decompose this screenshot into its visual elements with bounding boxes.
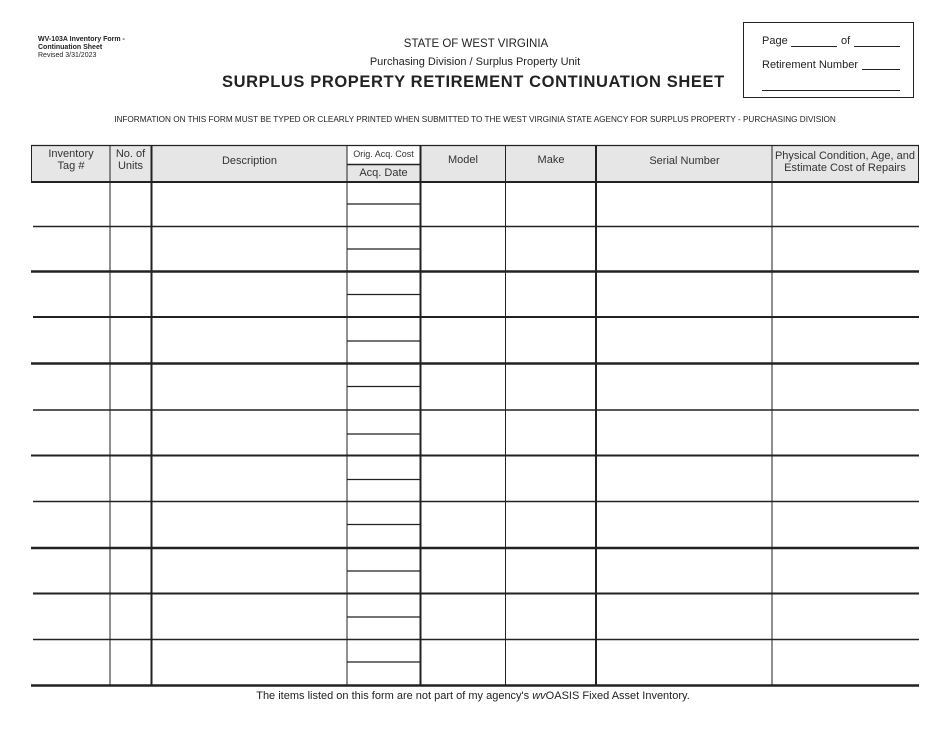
form-revised: Revised 3/31/2023 — [38, 52, 97, 59]
page-label: Page — [762, 35, 788, 47]
header-make: Make — [537, 154, 565, 166]
header-inventory-tag: Inventory Tag # — [48, 148, 94, 172]
retirement-number-label: Retirement Number — [762, 59, 858, 71]
form-id-line2: Continuation Sheet — [38, 44, 103, 51]
state-heading: STATE OF WEST VIRGINIA — [403, 38, 549, 50]
of-label: of — [841, 35, 851, 47]
instructions-notice: INFORMATION ON THIS FORM MUST BE TYPED OR CLEARLY PRINTED WHEN SUBMITTED TO THE WEST VIRGINIA STATE AGENCY FOR SURPLUS PROPERTY - PURCHASING DIVISION — [114, 115, 836, 124]
footer-statement: The items listed on this form are not part of my agency's wvOASIS Fixed Asset Inventory. — [256, 690, 690, 702]
header-orig-acq-cost: Orig. Acq. Cost — [353, 149, 414, 159]
header-acq-date: Acq. Date — [359, 167, 408, 179]
header-model: Model — [448, 154, 478, 166]
header-description: Description — [221, 155, 278, 167]
header-physical-condition: Physical Condition, Age, and Estimate Cost of Repairs — [774, 150, 916, 174]
header-units: No. of Units — [115, 148, 146, 172]
header-serial-number: Serial Number — [649, 155, 720, 167]
division-heading: Purchasing Division / Surplus Property Unit — [369, 56, 581, 68]
form-id-line1: WV-103A Inventory Form - — [38, 36, 125, 43]
page-title: SURPLUS PROPERTY RETIREMENT CONTINUATION SHEET — [222, 73, 725, 91]
